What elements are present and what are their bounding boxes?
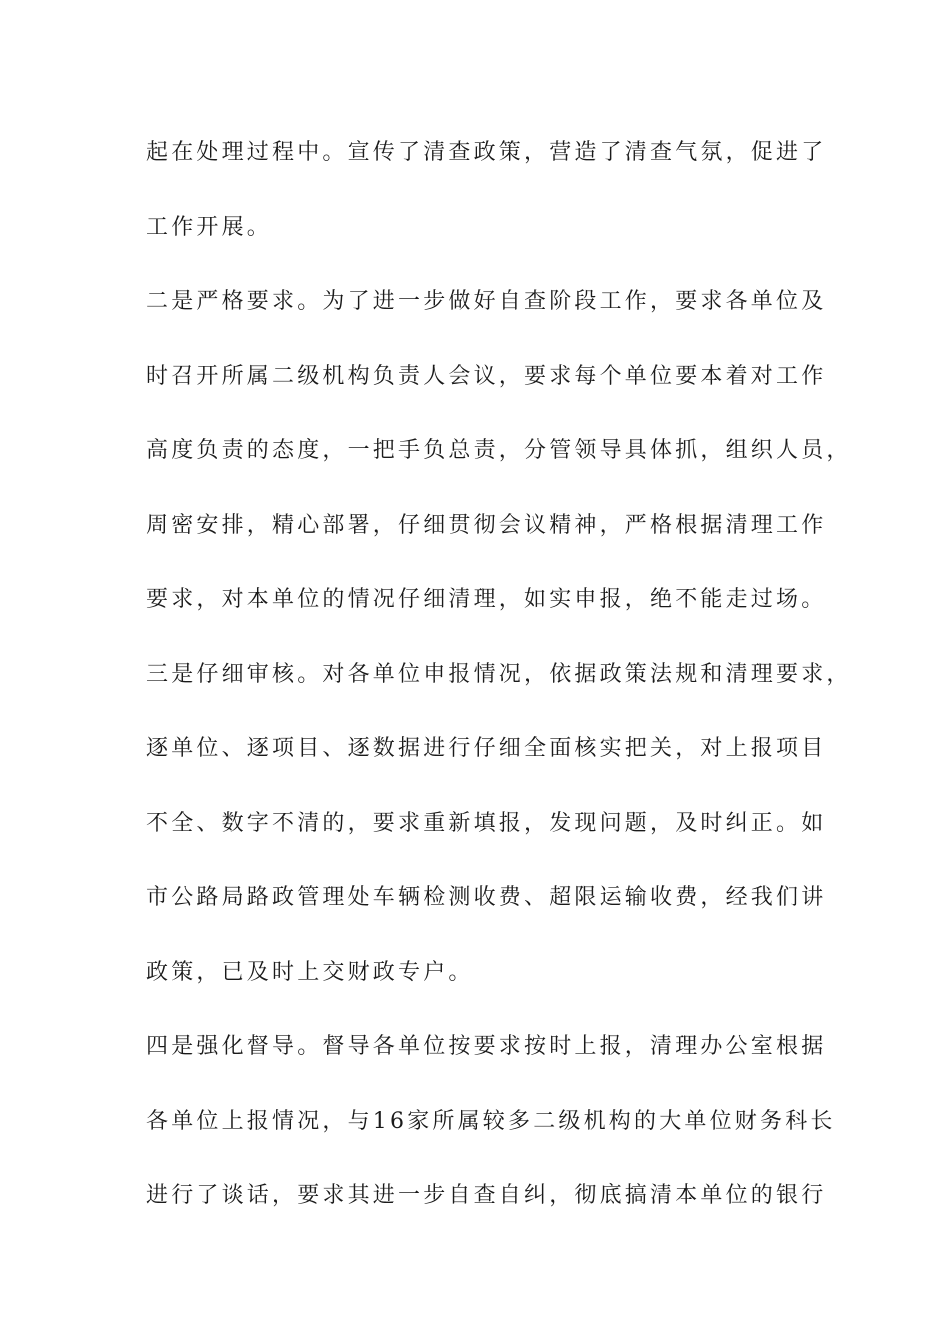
text-line-12: 政策，已及时上交财政专户。 bbox=[146, 959, 474, 985]
text-line-10: 不全、数字不清的，要求重新填报，发现问题，及时纠正。如 bbox=[146, 810, 827, 836]
body-text bbox=[146, 130, 852, 1248]
text-line-5: 高度负责的态度，一把手负总责，分管领导具体抓，组织人员， bbox=[146, 438, 852, 463]
text-line-2: 工作开展。 bbox=[146, 214, 273, 240]
text-line-1: 起在处理过程中。宣传了清查政策，营造了清查气氛，促进了 bbox=[146, 140, 827, 165]
text-line-7: 要求，对本单位的情况仔细清理，如实申报，绝不能走过场。 bbox=[146, 587, 827, 612]
text-line-15: 进行了谈话，要求其进一步自查自纠，彻底搞清本单位的银行 bbox=[146, 1183, 827, 1208]
text-line-14: 各单位上报情况，与16家所属较多二级机构的大单位财务科长 bbox=[146, 1108, 836, 1134]
text-line-11: 市公路局路政管理处车辆检测收费、超限运输收费，经我们讲 bbox=[146, 885, 827, 910]
text-line-8: 三是仔细审核。对各单位申报情况，依据政策法规和清理要求， bbox=[146, 661, 852, 687]
text-line-6: 周密安排，精心部署，仔细贯彻会议精神，严格根据清理工作 bbox=[146, 512, 827, 538]
text-line-9: 逐单位、逐项目、逐数据进行仔细全面核实把关，对上报项目 bbox=[146, 736, 827, 761]
text-line-4: 时召开所属二级机构负责人会议，要求每个单位要本着对工作 bbox=[146, 363, 827, 389]
text-line-3: 二是严格要求。为了进一步做好自查阶段工作，要求各单位及 bbox=[146, 289, 827, 314]
text-line-13: 四是强化督导。督导各单位按要求按时上报，清理办公室根据 bbox=[146, 1034, 827, 1059]
